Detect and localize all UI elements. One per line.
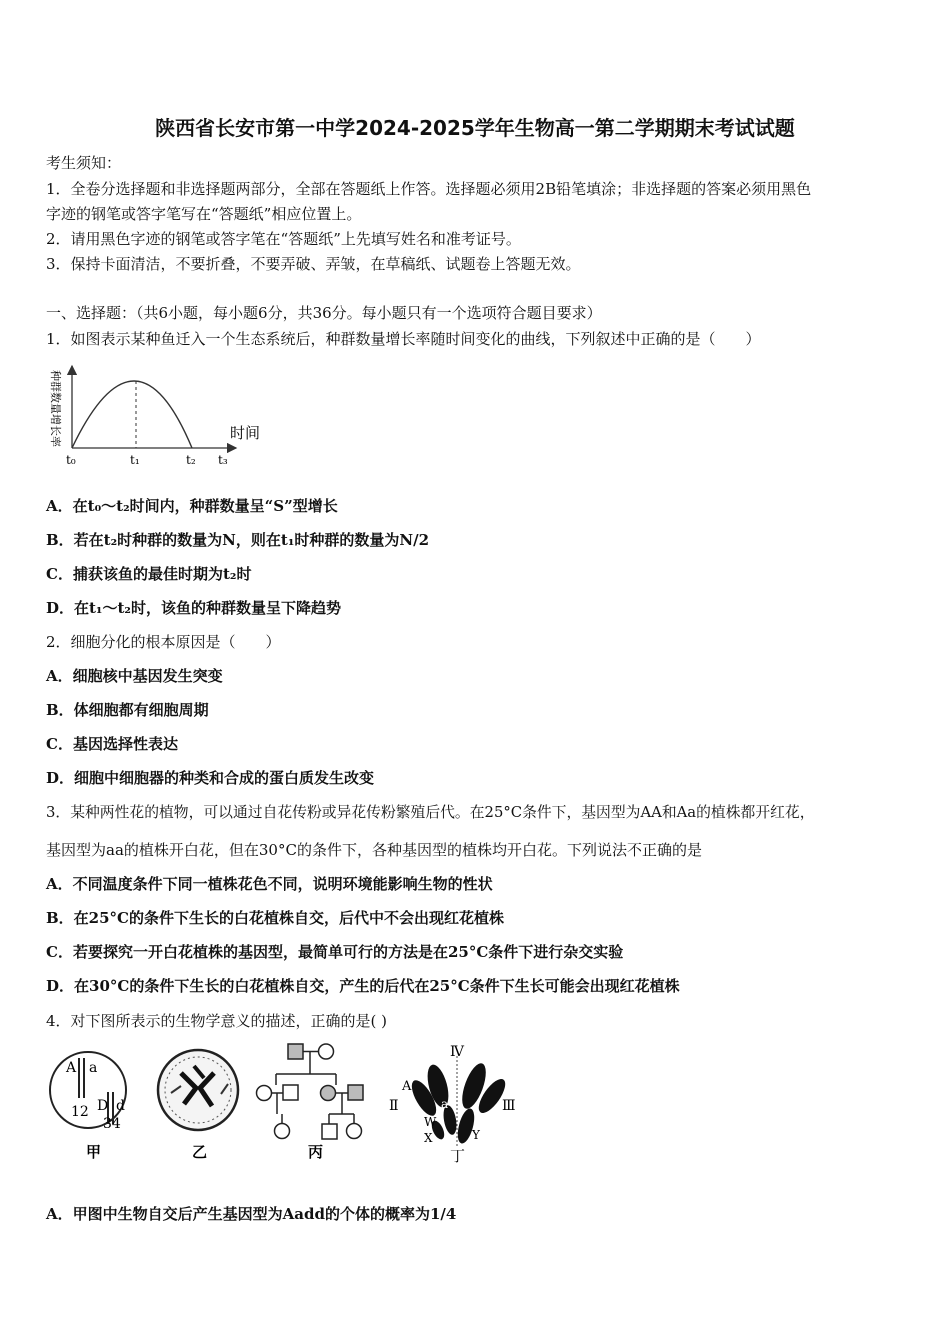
notice-item-1: 1．全卷分选择题和非选择题两部分，全部在答题纸上作答。选择题必须用2B铅笔填涂；非选择题的答案必须用黑色	[46, 180, 812, 198]
y-axis-label: 种群数量增长率	[49, 370, 62, 447]
notice-item-2: 2．请用黑色字迹的钢笔或答字笔在“答题纸”上先填写姓名和准考证号。	[46, 230, 521, 248]
tick-t1: t₁	[130, 453, 140, 467]
q2-stem: 2．细胞分化的根本原因是（ ）	[46, 633, 281, 651]
caption-bing: 丙	[308, 1143, 324, 1161]
notice-item-3: 3．保持卡面清洁，不要折叠，不要弄破、弄皱，在草稿纸、试题卷上答题无效。	[46, 255, 581, 273]
tick-t3: t₃	[218, 453, 228, 467]
q3-stem-line1: 3．某种两性花的植物，可以通过自花传粉或异花传粉繁殖后代。在25°C条件下，基因型为AA和Aa的植株都开红花，	[46, 804, 815, 821]
notice-item-1-cont: 字迹的钢笔或答字笔写在“答题纸”相应位置上。	[46, 205, 362, 223]
q1-option-a: A．在t₀～t₂时间内，种群数量呈“S”型增长	[46, 497, 338, 515]
figure-bing-pedigree	[257, 1044, 364, 1139]
q4-option-a: A．甲图中生物自交后产生基因型为Aadd的个体的概率为1/4	[46, 1205, 457, 1223]
q1-option-b: B．若在t₂时种群的数量为N，则在t₁时种群的数量为N/2	[46, 531, 430, 549]
q2-option-a: A．细胞核中基因发生突变	[46, 667, 223, 685]
q3-option-c: C．若要探究一开白花植株的基因型，最简单可行的方法是在25°C条件下进行杂交实验	[46, 943, 624, 961]
page-title: 陕西省长安市第一中学2024-2025学年生物高一第二学期期末考试试题	[155, 116, 795, 140]
label-D: D	[97, 1098, 109, 1114]
figure-ding-chromosomes	[407, 1056, 510, 1148]
growth-curve	[72, 381, 192, 448]
label-IV: Ⅳ	[450, 1044, 464, 1060]
x-axis-label: 时间	[230, 424, 261, 442]
caption-yi: 乙	[192, 1143, 208, 1161]
q1-option-d: D．在t₁～t₂时，该鱼的种群数量呈下降趋势	[46, 599, 342, 617]
figure-jia-cell	[50, 1052, 126, 1132]
q3-option-a: A．不同温度条件下同一植株花色不同，说明环境能影响生物的性状	[46, 875, 493, 893]
figure-yi-cell	[158, 1050, 238, 1130]
label-ding-A: A	[402, 1079, 412, 1094]
tick-t2: t₂	[186, 453, 196, 467]
label-ding-a: a	[441, 1097, 449, 1111]
notice-heading: 考生须知：	[46, 154, 122, 172]
q1-stem: 1．如图表示某种鱼迁入一个生态系统后，种群数量增长率随时间变化的曲线，下列叙述中正确的是（ ）	[46, 330, 761, 348]
label-II: Ⅱ	[389, 1098, 399, 1114]
label-34: 34	[103, 1116, 121, 1132]
q1-option-c: C．捕获该鱼的最佳时期为t₂时	[46, 565, 252, 583]
q3-option-b: B．在25°C的条件下生长的白花植株自交，后代中不会出现红花植株	[46, 909, 504, 927]
section-heading: 一、选择题：（共6小题，每小题6分，共36分。每小题只有一个选项符合题目要求）	[46, 304, 602, 322]
label-A: A	[66, 1060, 77, 1076]
tick-t0: t₀	[66, 453, 76, 467]
caption-jia: 甲	[86, 1143, 102, 1161]
q2-option-d: D．细胞中细胞器的种类和合成的蛋白质发生改变	[46, 769, 375, 787]
label-d: d	[116, 1098, 125, 1114]
q4-figure	[46, 1038, 546, 1168]
label-X: X	[424, 1131, 433, 1145]
q2-option-c: C．基因选择性表达	[46, 735, 178, 753]
caption-ding: 丁	[450, 1147, 466, 1165]
label-Y: Y	[472, 1128, 480, 1142]
q1-growth-rate-graph	[44, 360, 284, 472]
q3-option-d: D．在30°C的条件下生长的白花植株自交，产生的后代在25°C条件下生长可能会出现红花植株	[46, 977, 680, 995]
q2-option-b: B．体细胞都有细胞周期	[46, 701, 209, 719]
label-III: Ⅲ	[502, 1098, 516, 1114]
q3-stem-line2: 基因型为aa的植株开白花，但在30°C的条件下，各种基因型的植株均开白花。下列说法不正确的是	[46, 841, 702, 859]
q4-stem: 4．对下图所表示的生物学意义的描述，正确的是( )	[46, 1012, 388, 1030]
label-W: W	[424, 1115, 437, 1129]
label-a: a	[89, 1060, 98, 1076]
label-12: 12	[71, 1104, 89, 1120]
